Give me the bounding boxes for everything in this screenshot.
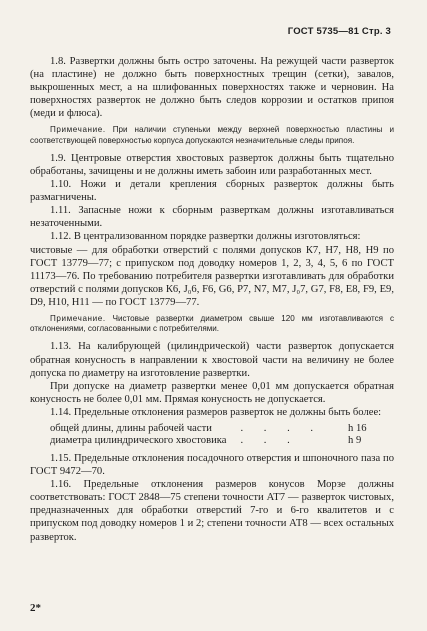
note-2-label: Примечание. bbox=[50, 314, 106, 323]
tolerance-table bbox=[50, 423, 367, 448]
tolerance-value: h 9 bbox=[348, 435, 362, 447]
tolerance-dots: . . . bbox=[240, 435, 299, 447]
clause-1-8: 1.8. Развертки должны быть остро заточены. На режущей части разверток (на пластине) не должно быть поверхностных трещин (сетки), завалов, выкрошенных мест, а на шлифованных поверхностях также и черновин. На поверхностях разверток не должно быть следов коррозии и остатков припоя (меди и флюса). bbox=[30, 56, 394, 120]
tolerance-label: общей длины, длины рабочей части bbox=[50, 422, 212, 434]
tolerance-label: диаметра цилиндрического хвостовика bbox=[50, 435, 227, 447]
clause-1-16: 1.16. Предельные отклонения размеров конусов Морзе должны соответствовать: ГОСТ 2848—75 степени точности АТ7 — разверток чистовых, предназначенных для обработки отверстий 7-го и 6-го квалитетов и с припуском под доводку номеров 1 и 2; степени точности АТ8 — всех остальных разверток. bbox=[30, 479, 394, 543]
clause-1-14: 1.14. Предельные отклонения размеров разверток не должны быть более: bbox=[50, 406, 382, 418]
clause-1-13-b: При допуске на диаметр развертки менее 0,01 мм допускается обратная конусность не более 0,01 мм. Прямая конусность не допускается. bbox=[30, 380, 394, 405]
note-1-text: При наличии ступеньки между верхней поверхностью пластины и соответствующей поверхностью корпуса допускаются незначительные следы припоя. bbox=[30, 125, 394, 145]
page-header: ГОСТ 5735—81 Стр. 3 bbox=[287, 26, 391, 37]
note-1-label: Примечание. bbox=[50, 125, 106, 135]
clause-1-12-body: чистовые — для обработки отверстий с полями допусков К7, Н7, Н8, Н9 по ГОСТ 13779—77; с припуском под доводку номеров 1, 2, 3, 4, 5, 6 по ГОСТ 11173—76. По требованию потребителя развертки изготавливать для обработки отверстий с полями допусков К6, J₀6, F6, G6, Р7, N7, М7, J₀7, G7, F8, Е8, F9, Е9, D9, Н10, Н11 — по ГОСТ 13779—77. bbox=[30, 244, 394, 308]
document-body bbox=[30, 55, 394, 544]
clause-1-9: 1.9. Центровые отверстия хвостовых разверток должны быть тщательно обработаны, зачищены и не должны иметь забоин или разработанных мест. bbox=[30, 152, 394, 177]
tolerance-value: h 16 bbox=[348, 422, 367, 434]
tolerance-dots: . . . . bbox=[240, 422, 323, 434]
tolerance-row bbox=[50, 435, 367, 448]
note-1 bbox=[30, 125, 394, 145]
clause-1-11: 1.11. Запасные ножи к сборным разверткам должны изготавливаться незаточенными. bbox=[30, 205, 394, 230]
clause-1-15: 1.15. Предельные отклонения посадочного отверстия и шпоночного паза по ГОСТ 9472—70. bbox=[30, 452, 394, 478]
clause-1-12-intro: 1.12. В централизованном порядке развертки должны изготовляться: bbox=[50, 231, 361, 243]
note-2 bbox=[30, 314, 394, 334]
clause-1-10: 1.10. Ножи и детали крепления сборных разверток должны быть размагничены. bbox=[30, 179, 394, 204]
note-2-text: Чистовые развертки диаметром свыше 120 мм изготавливаются с отклонениями, согласованными с потребителями. bbox=[30, 314, 394, 334]
clause-1-13: 1.13. На калибрующей (цилиндрической) части разверток допускается обратная конусность в направлении к хвостовой части на величину не более допуска по диаметру на изготовление развертки. bbox=[30, 341, 394, 379]
page-footer-mark: 2* bbox=[30, 602, 41, 614]
tolerance-row bbox=[50, 423, 367, 436]
